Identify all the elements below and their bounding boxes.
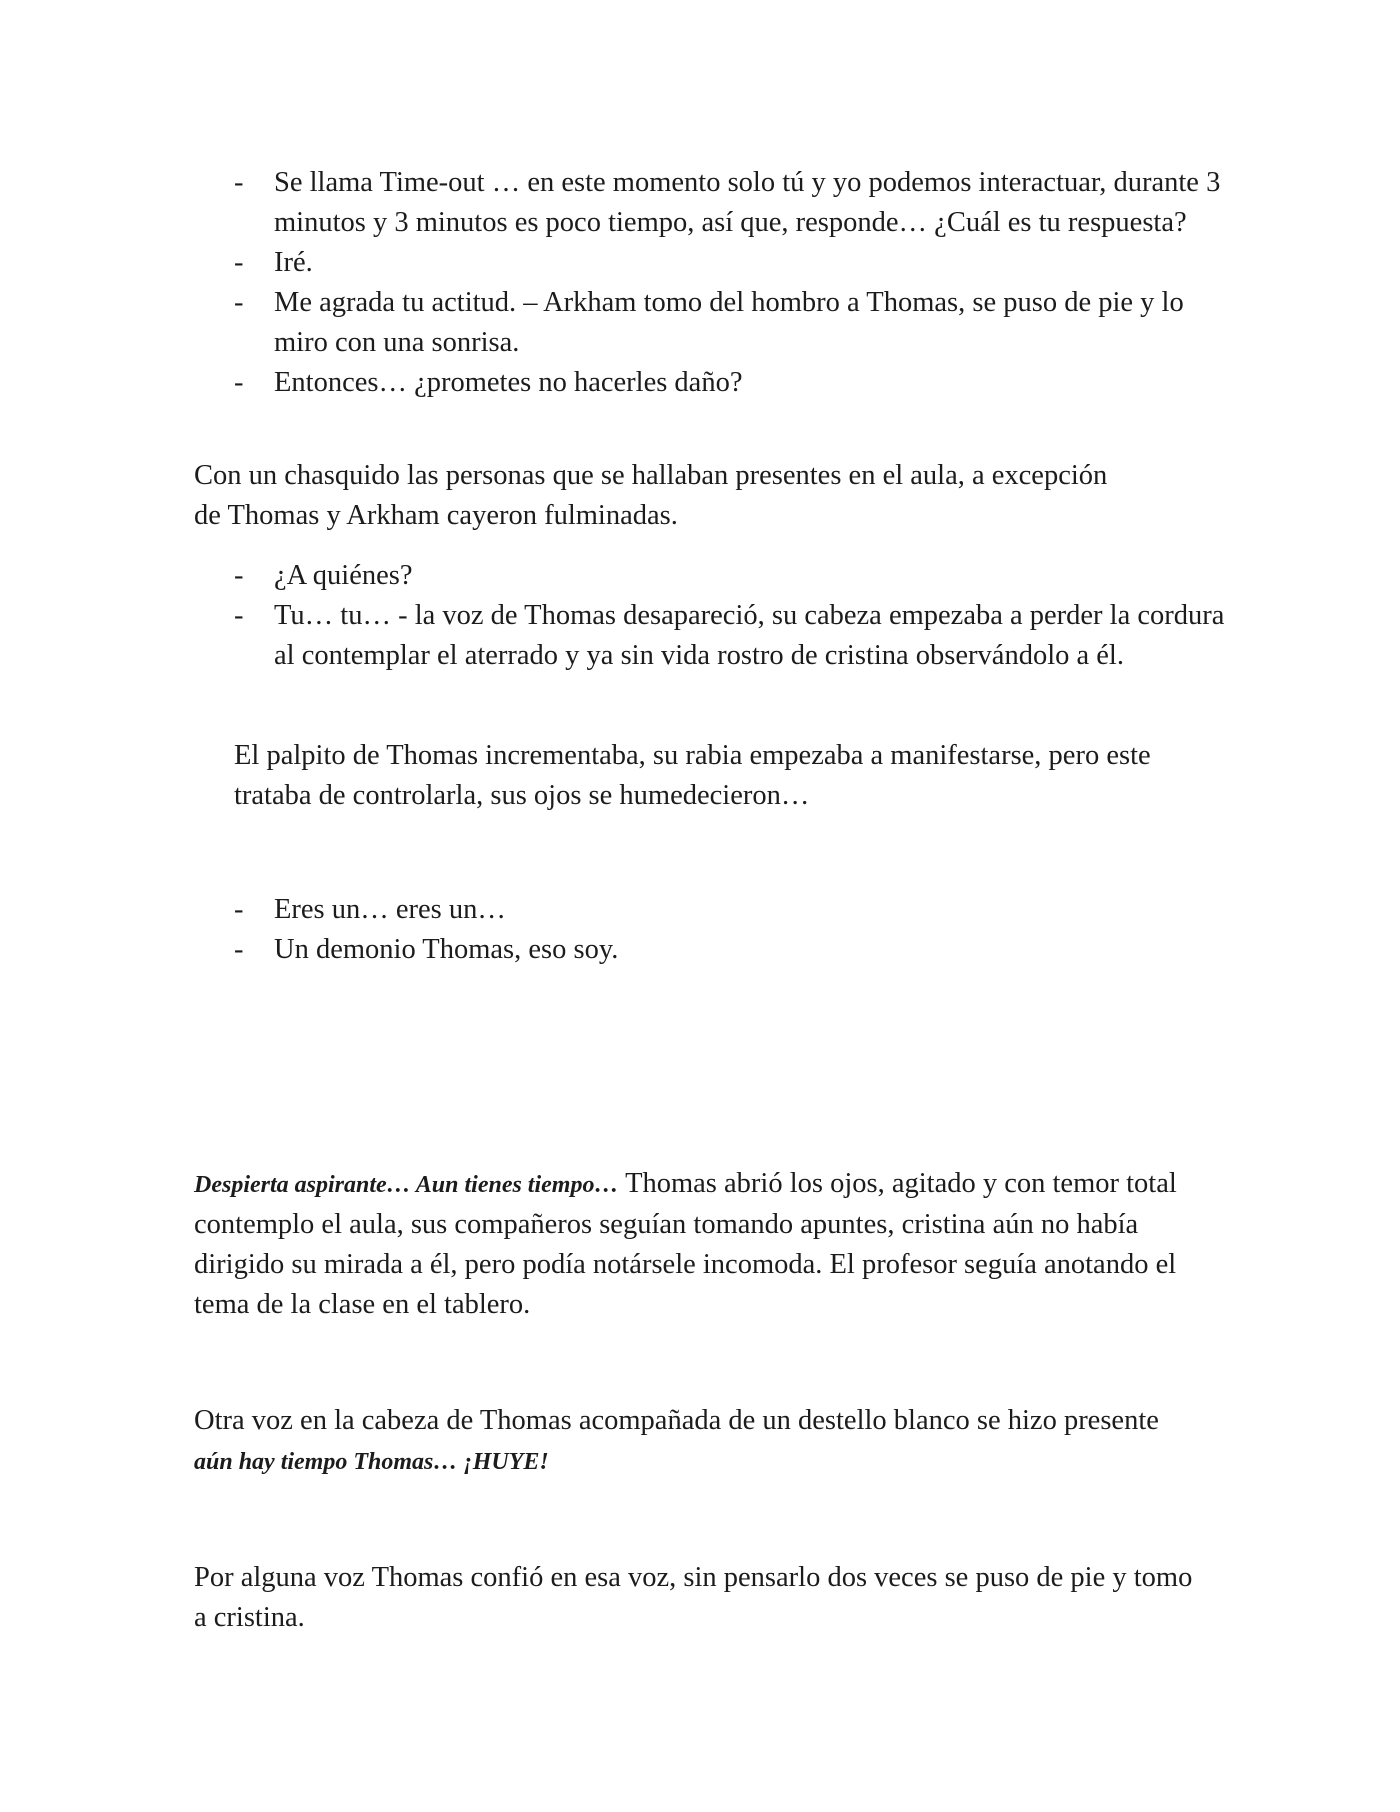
dialogue-line (232, 556, 1232, 596)
emphasis-text: aún hay tiempo Thomas… ¡HUYE! (194, 1449, 549, 1475)
emphasis-text: Despierta aspirante… Aun tienes tiempo… (194, 1172, 619, 1198)
dialogue-line (232, 930, 1232, 970)
dialogue-dash: - (234, 600, 244, 631)
dialogue-text: Entonces… ¿prometes no hacerles daño? (274, 367, 743, 398)
dialogue-line (232, 283, 1232, 363)
dialogue-line (232, 363, 1232, 403)
dialogue-list-1 (232, 163, 1232, 403)
paragraph-5: Por alguna voz Thomas confió en esa voz, sin pensarlo dos veces se puso de pie y tomo a cristina. (194, 1562, 1193, 1633)
paragraph-4 (194, 1401, 1204, 1482)
paragraph-2: El palpito de Thomas incrementaba, su rabia empezaba a manifestarse, pero este trataba de controlarla, sus ojos se humedecieron… (234, 740, 1151, 811)
dialogue-dash: - (234, 167, 244, 198)
dialogue-text: Iré. (274, 247, 313, 278)
dialogue-line (232, 890, 1232, 930)
dialogue-dash: - (234, 247, 244, 278)
dialogue-text: ¿A quiénes? (274, 560, 413, 591)
paragraph-text: Thomas abrió los ojos, agitado y con temor total contemplo el aula, sus compañeros seguían tomando apuntes, cristina aún no había dirigido su mirada a él, pero podía notársele incomoda. El profesor seguía anotando el tema de la clase en el tablero. (194, 1168, 1177, 1320)
dialogue-dash: - (234, 367, 244, 398)
dialogue-text: Me agrada tu actitud. – Arkham tomo del hombro a Thomas, se puso de pie y lo miro con una sonrisa. (274, 287, 1184, 358)
dialogue-text: Eres un… eres un… (274, 894, 506, 925)
dialogue-line (232, 596, 1232, 676)
dialogue-dash: - (234, 894, 244, 925)
dialogue-line (232, 163, 1232, 243)
dialogue-list-3 (232, 890, 1232, 970)
dialogue-list-2 (232, 556, 1232, 676)
dialogue-dash: - (234, 287, 244, 318)
paragraph-text: Otra voz en la cabeza de Thomas acompañada de un destello blanco se hizo presente (194, 1405, 1159, 1436)
dialogue-text: Un demonio Thomas, eso soy. (274, 934, 619, 965)
dialogue-text: Tu… tu… - la voz de Thomas desapareció, su cabeza empezaba a perder la cordura al contemplar el aterrado y ya sin vida rostro de cristina observándolo a él. (274, 600, 1225, 671)
paragraph-1: Con un chasquido las personas que se hallaban presentes en el aula, a excepción de Thomas y Arkham cayeron fulminadas. (194, 460, 1108, 531)
dialogue-text: Se llama Time-out … en este momento solo tú y yo podemos interactuar, durante 3 minutos y 3 minutos es poco tiempo, así que, responde… ¿Cuál es tu respuesta? (274, 167, 1221, 238)
dialogue-line (232, 243, 1232, 283)
dialogue-dash: - (234, 934, 244, 965)
dialogue-dash: - (234, 560, 244, 591)
paragraph-3 (194, 1164, 1204, 1325)
